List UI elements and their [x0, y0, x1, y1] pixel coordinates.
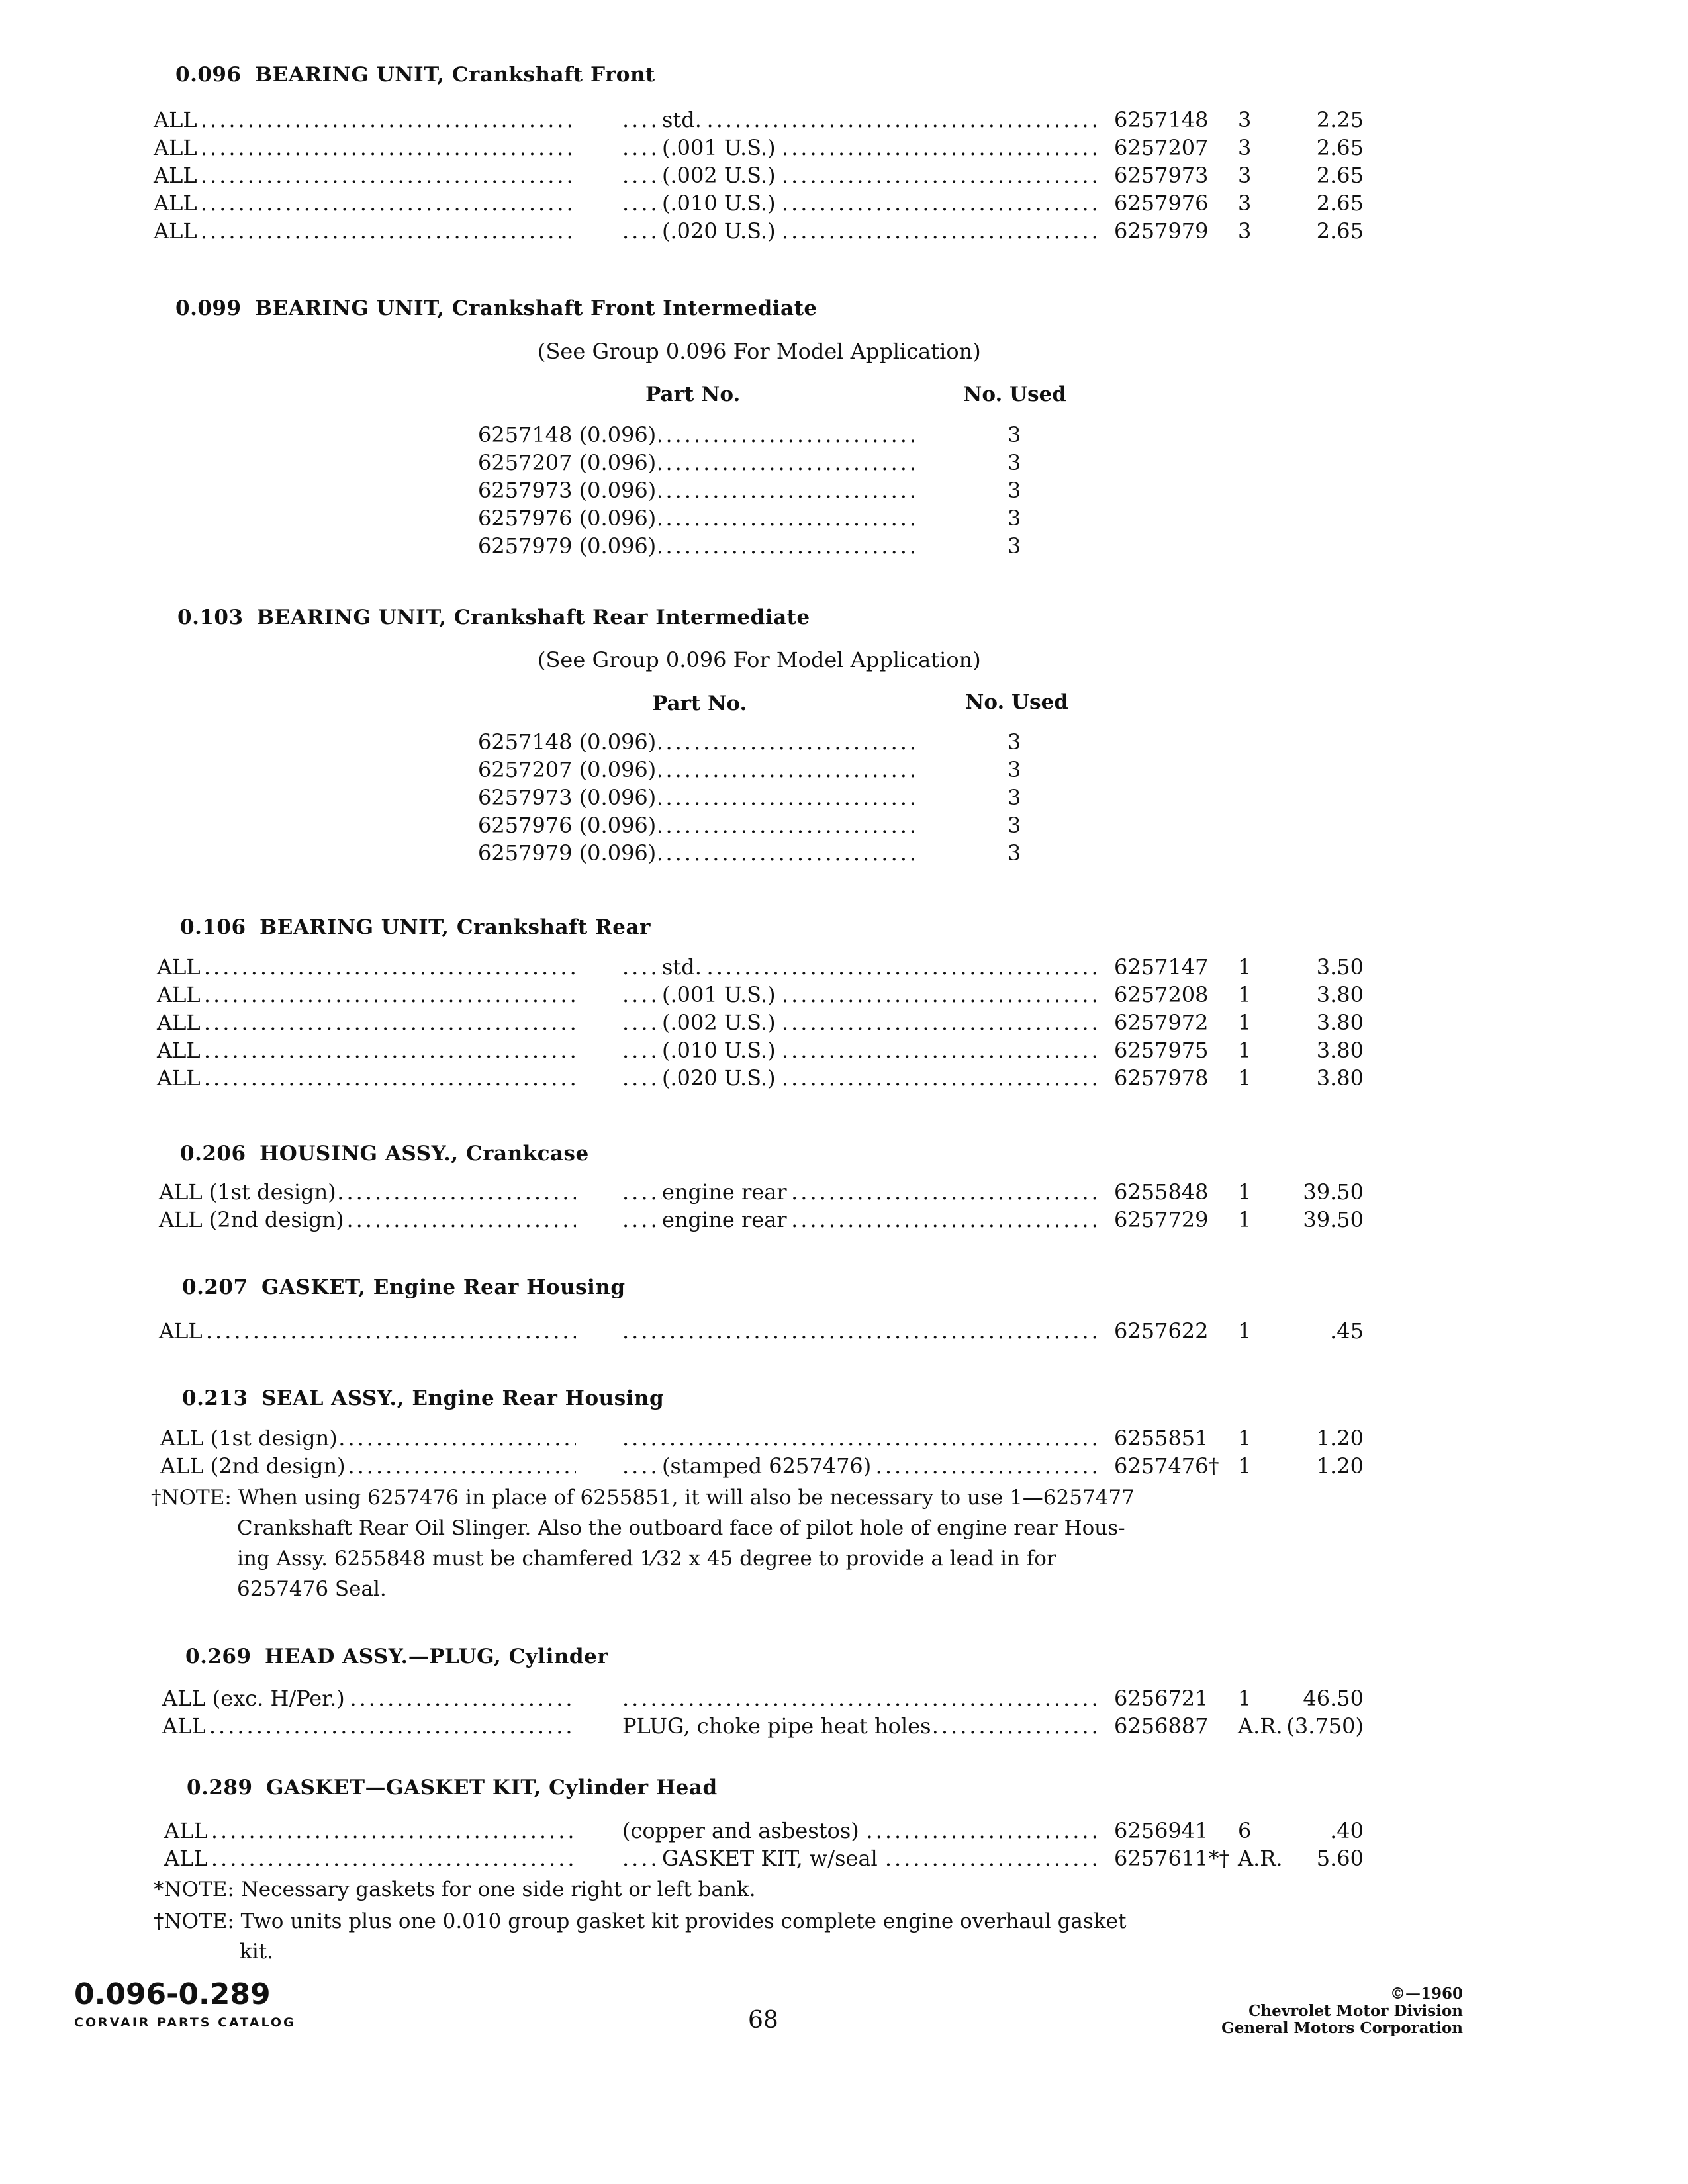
table-row	[0, 1036, 1688, 1064]
quantity-cell: 1	[1238, 1318, 1252, 1343]
part-number-cell: 6256721	[1114, 1686, 1209, 1711]
model-cell: ALL (2nd design)	[160, 1452, 348, 1480]
price-cell: 39.50	[1303, 1207, 1364, 1232]
price-cell: .40	[1330, 1818, 1364, 1843]
quantity-cell: 1	[1238, 1426, 1252, 1451]
table-row	[0, 839, 1688, 867]
model-cell: ALL	[162, 1712, 209, 1740]
part-number-cell: 6257979 (0.096)	[478, 839, 659, 867]
quantity-cell: 1	[1238, 1453, 1252, 1479]
model-application-reference: (See Group 0.096 For Model Application)	[538, 339, 981, 364]
quantity-cell: 3	[1238, 218, 1252, 244]
section-heading-0106: 0.106 BEARING UNIT, Crankshaft Rear	[180, 915, 651, 939]
table-row	[0, 449, 1688, 477]
dot-leader	[164, 1817, 576, 1844]
quantity-cell: 1	[1238, 1207, 1252, 1232]
no-used-cell: 3	[1008, 729, 1021, 754]
table-row	[0, 1844, 1688, 1872]
dot-leader	[162, 1712, 576, 1740]
section-heading-0289: 0.289 GASKET—GASKET KIT, Cylinder Head	[187, 1776, 718, 1799]
price-cell: .45	[1330, 1318, 1364, 1343]
no-used-cell: 3	[1008, 450, 1021, 475]
no-used-cell: 3	[1008, 533, 1021, 559]
model-cell: ALL	[157, 1009, 203, 1036]
part-number-cell: 6257976	[1114, 191, 1209, 216]
description-cell: (.001 U.S.)	[662, 981, 778, 1009]
table-row	[0, 1712, 1688, 1740]
table-row	[0, 1424, 1688, 1452]
model-cell: ALL	[157, 1036, 203, 1064]
table-row	[0, 1817, 1688, 1844]
description-cell: (.020 U.S.)	[662, 1064, 778, 1092]
description-cell: PLUG, choke pipe heat holes	[622, 1712, 934, 1740]
price-cell: 3.80	[1316, 1010, 1364, 1035]
table-row	[0, 217, 1688, 245]
model-application-reference: (See Group 0.096 For Model Application)	[538, 647, 981, 672]
part-number-cell: 6257973 (0.096)	[478, 477, 659, 504]
description-cell: (.010 U.S.)	[662, 1036, 778, 1064]
quantity-cell: 3	[1238, 107, 1252, 132]
table-row	[0, 421, 1688, 449]
description-cell: engine rear	[662, 1206, 790, 1234]
no-used-cell: 3	[1008, 785, 1021, 810]
model-cell: ALL (2nd design)	[159, 1206, 347, 1234]
part-number-cell: 6257972	[1114, 1010, 1209, 1035]
page-number: 68	[748, 2007, 778, 2034]
section-heading-0207: 0.207 GASKET, Engine Rear Housing	[182, 1275, 626, 1299]
price-cell: (3.750)	[1286, 1713, 1364, 1739]
no-used-cell: 3	[1008, 813, 1021, 838]
dot-leader	[622, 1684, 1096, 1712]
table-row	[0, 784, 1688, 811]
price-cell: 5.60	[1316, 1846, 1364, 1871]
quantity-cell: A.R.	[1238, 1846, 1283, 1871]
model-cell: ALL	[157, 953, 203, 981]
price-cell: 3.50	[1316, 954, 1364, 979]
table-row	[0, 106, 1688, 134]
no-used-cell: 3	[1008, 757, 1021, 782]
part-number-cell: 6257148 (0.096)	[478, 421, 659, 449]
description-cell: GASKET KIT, w/seal	[662, 1844, 880, 1872]
no-used-cell: 3	[1008, 506, 1021, 531]
publisher-block	[1221, 1985, 1463, 2037]
price-cell: 1.20	[1316, 1453, 1364, 1479]
page-group-range: 0.096-0.289	[74, 1978, 271, 2011]
description-cell: (copper and asbestos)	[622, 1817, 862, 1844]
description-cell: (.010 U.S.)	[662, 189, 778, 217]
note-gasket-bank: *NOTE: Necessary gaskets for one side right or left bank.	[154, 1878, 756, 1901]
description-cell: std.	[662, 106, 704, 134]
description-cell: (.002 U.S.)	[662, 161, 778, 189]
part-number-cell: 6257148 (0.096)	[478, 728, 659, 756]
model-cell: ALL	[154, 189, 200, 217]
part-number-cell: 6256941	[1114, 1818, 1209, 1843]
description-cell: (.002 U.S.)	[662, 1009, 778, 1036]
price-cell: 46.50	[1303, 1686, 1364, 1711]
column-header-part-no: Part No.	[652, 692, 747, 715]
note-seal-replacement: †NOTE: When using 6257476 in place of 6255851, it will also be necessary to use 1—6257477 Crankshaft Rear Oil Slinger. Also the outboard face of pilot hole of engine rear Hous- ing Assy. 6255848 must be chamfered 1⁄32 x 45 degree to provide a lead in for 6257476 Seal.	[151, 1486, 1135, 1601]
part-number-cell: 6257975	[1114, 1038, 1209, 1063]
corporation-name: General Motors Corporation	[1221, 2019, 1463, 2037]
quantity-cell: 3	[1238, 163, 1252, 188]
dot-leader	[159, 1317, 576, 1345]
section-heading-0269: 0.269 HEAD ASSY.—PLUG, Cylinder	[185, 1645, 609, 1668]
part-number-cell: 6257147	[1114, 954, 1209, 979]
model-cell: ALL	[154, 217, 200, 245]
no-used-cell: 3	[1008, 841, 1021, 866]
table-row	[0, 189, 1688, 217]
table-row	[0, 1317, 1688, 1345]
model-cell: ALL (exc. H/Per.)	[162, 1684, 348, 1712]
dot-leader	[157, 1036, 576, 1064]
price-cell: 2.65	[1316, 135, 1364, 160]
table-row	[0, 981, 1688, 1009]
catalog-title: CORVAIR PARTS CATALOG	[74, 2015, 296, 2030]
table-row	[0, 756, 1688, 784]
part-number-cell: 6257622	[1114, 1318, 1209, 1343]
quantity-cell: 1	[1238, 1038, 1252, 1063]
description-cell: (.020 U.S.)	[662, 217, 778, 245]
dot-leader	[154, 106, 576, 134]
section-heading-0096: 0.096 BEARING UNIT, Crankshaft Front	[175, 63, 655, 87]
quantity-cell: 1	[1238, 1010, 1252, 1035]
section-heading-0103: 0.103 BEARING UNIT, Crankshaft Rear Intermediate	[177, 606, 810, 629]
dot-leader	[164, 1844, 576, 1872]
part-number-cell: 6257976 (0.096)	[478, 811, 659, 839]
price-cell: 39.50	[1303, 1179, 1364, 1205]
part-number-cell: 6255851	[1114, 1426, 1209, 1451]
model-cell: ALL	[164, 1817, 211, 1844]
column-header-part-no: Part No.	[645, 383, 741, 406]
quantity-cell: 1	[1238, 1066, 1252, 1091]
table-row	[0, 1684, 1688, 1712]
dot-leader	[622, 1317, 1096, 1345]
part-number-cell: 6257729	[1114, 1207, 1209, 1232]
part-number-cell: 6257207	[1114, 135, 1209, 160]
quantity-cell: 3	[1238, 191, 1252, 216]
price-cell: 3.80	[1316, 1038, 1364, 1063]
dot-leader	[157, 953, 576, 981]
dot-leader	[154, 217, 576, 245]
table-row	[0, 953, 1688, 981]
table-row	[0, 1206, 1688, 1234]
price-cell: 2.65	[1316, 218, 1364, 244]
section-heading-0099: 0.099 BEARING UNIT, Crankshaft Front Intermediate	[175, 296, 818, 320]
table-row	[0, 134, 1688, 161]
price-cell: 2.25	[1316, 107, 1364, 132]
no-used-cell: 3	[1008, 478, 1021, 503]
quantity-cell: 1	[1238, 1179, 1252, 1205]
table-row	[0, 161, 1688, 189]
dot-leader	[154, 134, 576, 161]
part-number-cell: 6257978	[1114, 1066, 1209, 1091]
price-cell: 1.20	[1316, 1426, 1364, 1451]
price-cell: 3.80	[1316, 1066, 1364, 1091]
note-overhaul-kit: †NOTE: Two units plus one 0.010 group gasket kit provides complete engine overhaul gasket kit.	[154, 1909, 1127, 1964]
part-number-cell: 6257979	[1114, 218, 1209, 244]
part-number-cell: 6255848	[1114, 1179, 1209, 1205]
part-number-cell: 6257979 (0.096)	[478, 532, 659, 560]
part-number-cell: 6257207 (0.096)	[478, 756, 659, 784]
part-number-cell: 6257207 (0.096)	[478, 449, 659, 477]
dot-leader	[157, 1064, 576, 1092]
description-cell: (stamped 6257476)	[662, 1452, 874, 1480]
model-cell: ALL	[154, 106, 200, 134]
description-cell: (.001 U.S.)	[662, 134, 778, 161]
model-cell: ALL	[157, 981, 203, 1009]
quantity-cell: 3	[1238, 135, 1252, 160]
quantity-cell: 1	[1238, 954, 1252, 979]
part-number-cell: 6257611*†	[1114, 1846, 1230, 1871]
dot-leader	[154, 189, 576, 217]
part-number-cell: 6257976 (0.096)	[478, 504, 659, 532]
quantity-cell: 6	[1238, 1818, 1252, 1843]
dot-leader	[154, 161, 576, 189]
part-number-cell: 6257476†	[1114, 1453, 1219, 1479]
price-cell: 2.65	[1316, 191, 1364, 216]
table-row	[0, 1009, 1688, 1036]
table-row	[0, 728, 1688, 756]
part-number-cell: 6257973 (0.096)	[478, 784, 659, 811]
model-cell: ALL	[154, 134, 200, 161]
model-cell: ALL	[157, 1064, 203, 1092]
table-row	[0, 504, 1688, 532]
dot-leader	[157, 1009, 576, 1036]
no-used-cell: 3	[1008, 422, 1021, 447]
table-row	[0, 477, 1688, 504]
table-row	[0, 1452, 1688, 1480]
column-header-no-used: No. Used	[965, 690, 1068, 714]
section-heading-0213: 0.213 SEAL ASSY., Engine Rear Housing	[182, 1387, 665, 1410]
division-name: Chevrolet Motor Division	[1248, 2002, 1463, 2020]
description-cell: engine rear	[662, 1178, 790, 1206]
dot-leader	[157, 981, 576, 1009]
table-row	[0, 1178, 1688, 1206]
part-number-cell: 6257148	[1114, 107, 1209, 132]
price-cell: 3.80	[1316, 982, 1364, 1007]
section-heading-0206: 0.206 HOUSING ASSY., Crankcase	[180, 1142, 589, 1165]
dot-leader	[622, 1424, 1096, 1452]
model-cell: ALL	[159, 1317, 205, 1345]
table-row	[0, 532, 1688, 560]
part-number-cell: 6256887	[1114, 1713, 1209, 1739]
part-number-cell: 6257973	[1114, 163, 1209, 188]
quantity-cell: A.R.	[1238, 1713, 1283, 1739]
model-cell: ALL	[164, 1844, 211, 1872]
model-cell: ALL (1st design)	[159, 1178, 339, 1206]
model-cell: ALL (1st design)	[160, 1424, 340, 1452]
quantity-cell: 1	[1238, 982, 1252, 1007]
table-row	[0, 1064, 1688, 1092]
table-row	[0, 811, 1688, 839]
part-number-cell: 6257208	[1114, 982, 1209, 1007]
copyright: ©—1960	[1389, 1985, 1463, 2003]
column-header-no-used: No. Used	[963, 383, 1066, 406]
model-cell: ALL	[154, 161, 200, 189]
description-cell: std.	[662, 953, 704, 981]
price-cell: 2.65	[1316, 163, 1364, 188]
quantity-cell: 1	[1238, 1686, 1252, 1711]
